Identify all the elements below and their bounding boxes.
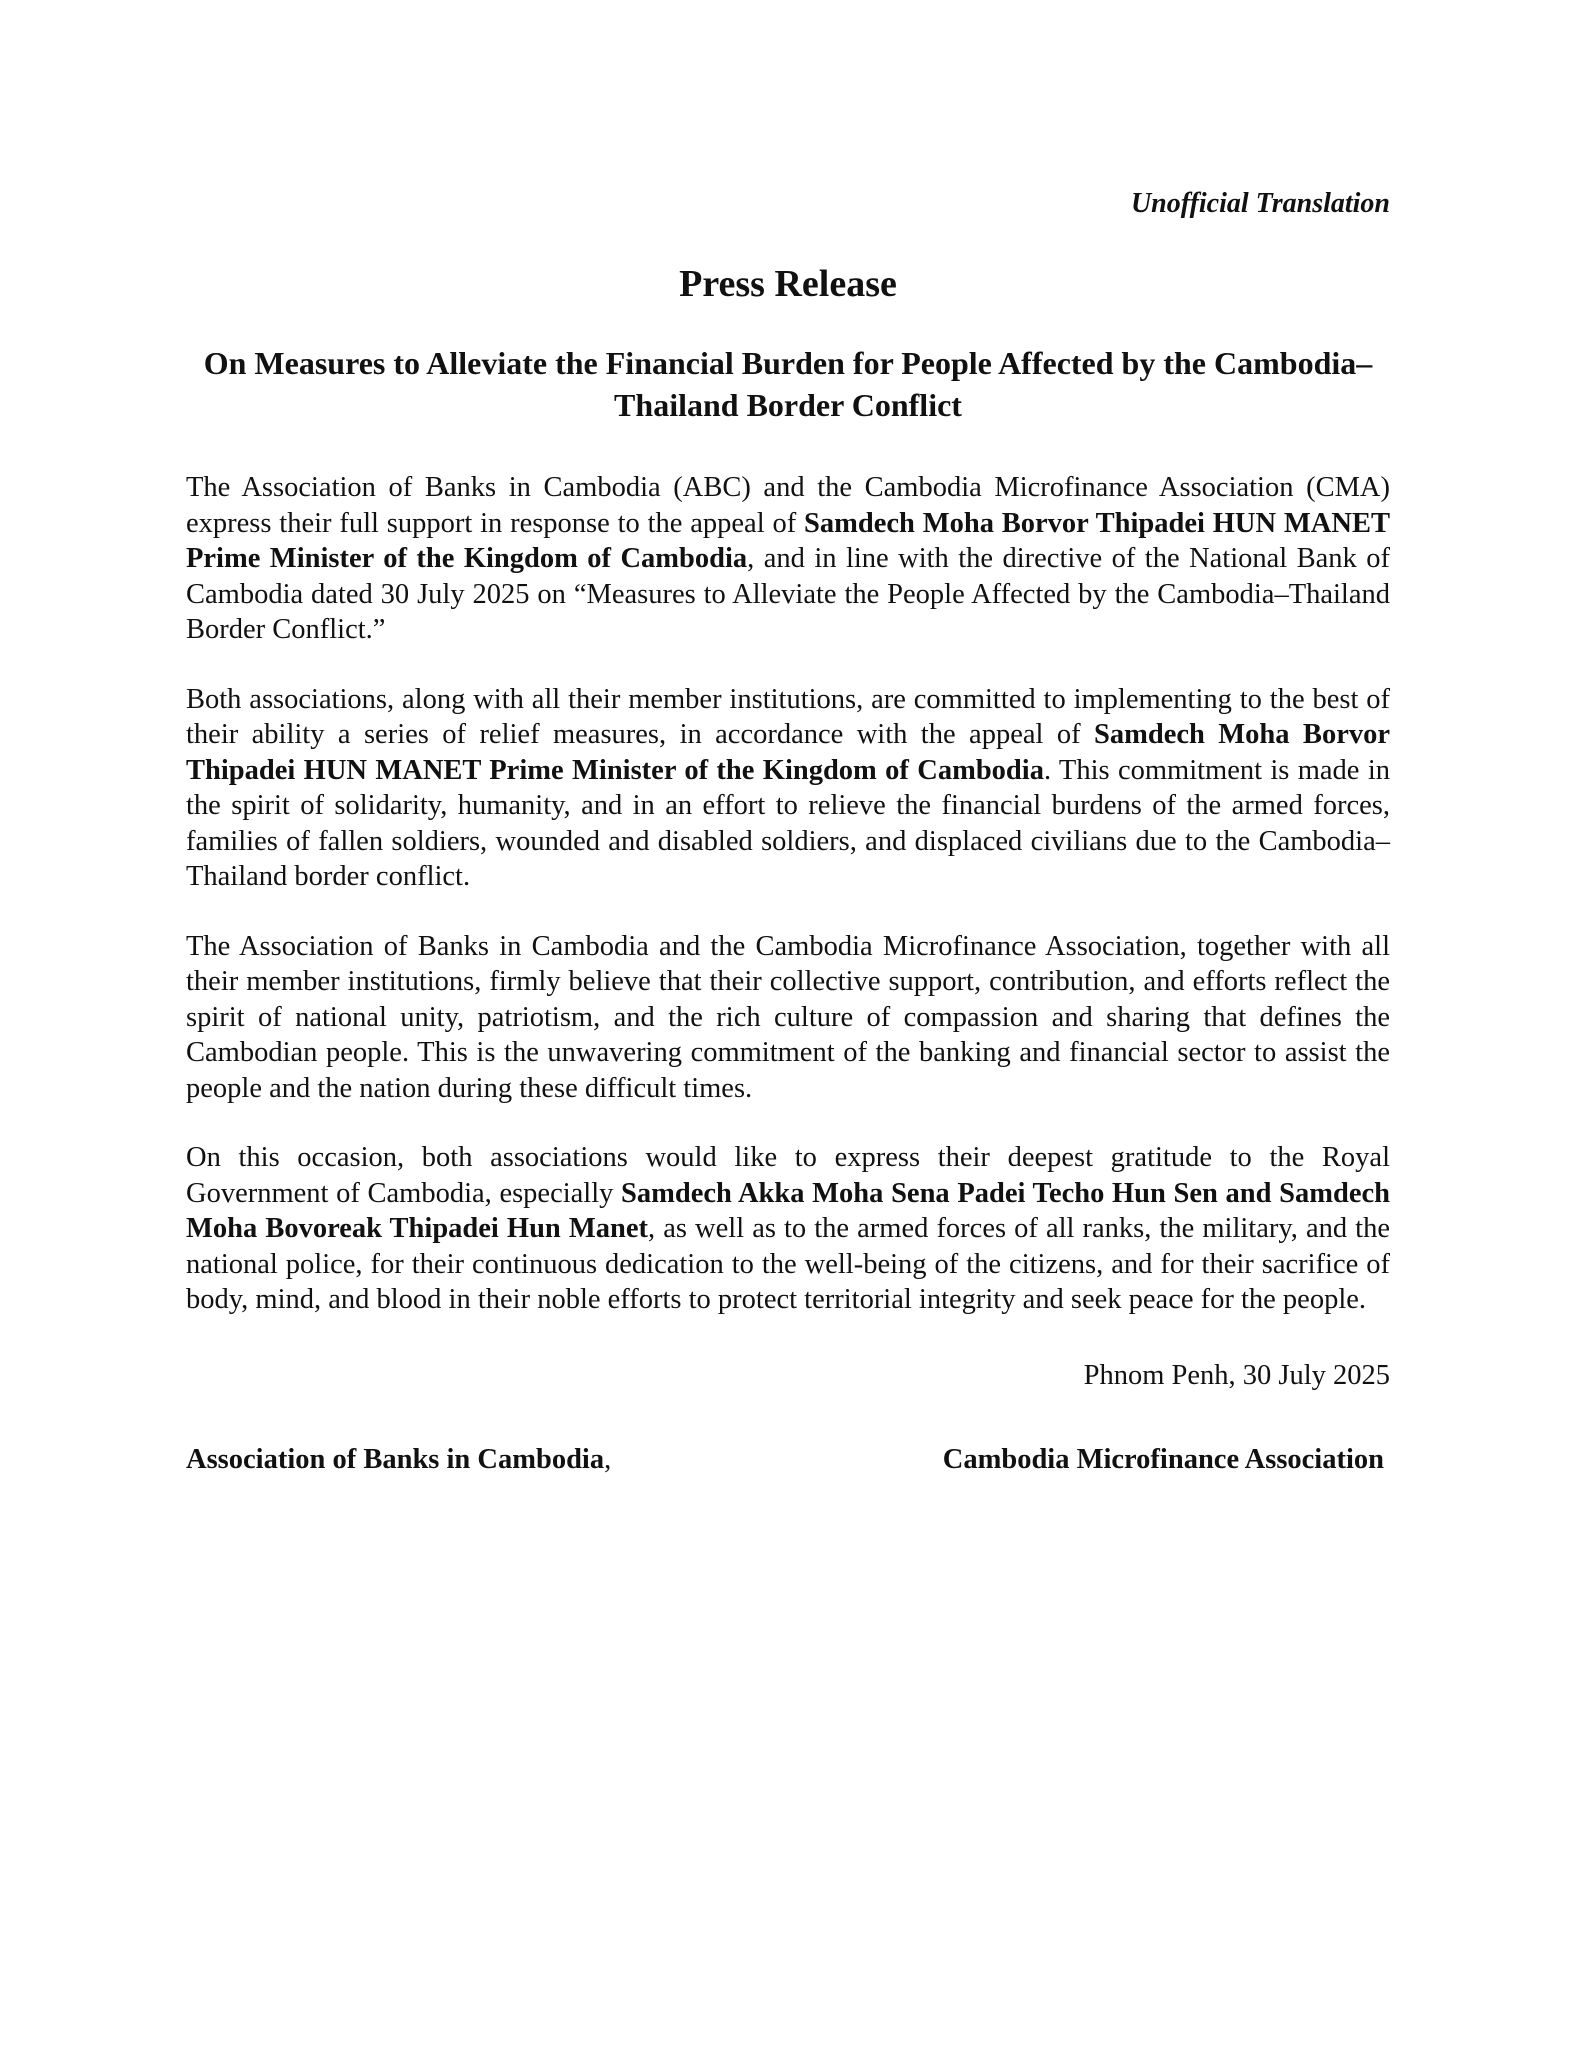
- document-subtitle: On Measures to Alleviate the Financial Burden for People Affected by the Cambodia–Thailand Border Conflict: [203, 345, 1373, 423]
- paragraph-bold-text: Samdech Moha Borvor Thipadei HUN MANET Prime Minister of the Kingdom of Cambodia: [186, 507, 1390, 574]
- signatory-left-name: Association of Banks in Cambodia: [186, 1443, 605, 1475]
- paragraph-text: , and in line with the directive of the National Bank of Cambodia dated 30 July 2025 on “Measures to Alleviate the People Affected by the Cambodia–Thailand Border Conflict.”: [186, 543, 1390, 645]
- paragraph-bold-text: Samdech Moha Borvor Thipadei HUN MANET Prime Minister of the Kingdom of Cambodia: [186, 719, 1390, 786]
- place-and-date: Phnom Penh, 30 July 2025: [1083, 1359, 1390, 1391]
- paragraph-text: The Association of Banks in Cambodia and the Cambodia Microfinance Association, together with all their member institutions, firmly believe that their collective support, contribution, and efforts reflect the spirit of national unity, patriotism, and the rich culture of compassion and sharing that defines the Cambodian people. This is the unwavering commitment of the banking and financial sector to assist the people and the nation during these difficult times.: [186, 930, 1390, 1104]
- document-body: [186, 180, 1390, 1478]
- signatory-left-punctuation: ,: [604, 1443, 612, 1475]
- paragraph-text: . This commitment is made in the spirit of solidarity, humanity, and in an effort to relieve the financial burdens of the armed forces, families of fallen soldiers, wounded and disabled soldiers, and displaced civilians due to the Cambodia–Thailand border conflict.: [186, 754, 1390, 892]
- paragraph-3: [186, 929, 1390, 1107]
- paragraph-4: [186, 1140, 1390, 1318]
- paragraph-text: , as well as to the armed forces of all ranks, the military, and the national police, for their continuous dedication to the well-being of the citizens, and for their sacrifice of body, mind, and blood in their noble efforts to protect territorial integrity and seek peace for the people.: [186, 1213, 1390, 1315]
- paragraph-text: Both associations, along with all their member institutions, are committed to implementing to the best of their ability a series of relief measures, in accordance with the appeal of: [186, 683, 1390, 750]
- signature-block: [186, 1442, 1390, 1478]
- paragraph-2: [186, 682, 1390, 895]
- translation-note: Unofficial Translation: [1130, 188, 1390, 219]
- paragraph-text: The Association of Banks in Cambodia (ABC) and the Cambodia Microfinance Association (CMA) express their full support in response to the appeal of: [186, 472, 1390, 539]
- signatory-left: [186, 1442, 611, 1478]
- paragraph-1: [186, 470, 1390, 648]
- paragraph-text: On this occasion, both associations would like to express their deepest gratitude to the Royal Government of Cambodia, especially: [186, 1142, 1390, 1209]
- page-title: Press Release: [679, 263, 897, 305]
- paragraph-bold-text: Samdech Akka Moha Sena Padei Techo Hun Sen and Samdech Moha Bovoreak Thipadei Hun Manet: [186, 1177, 1390, 1244]
- signatory-right: Cambodia Microfinance Association: [942, 1443, 1384, 1475]
